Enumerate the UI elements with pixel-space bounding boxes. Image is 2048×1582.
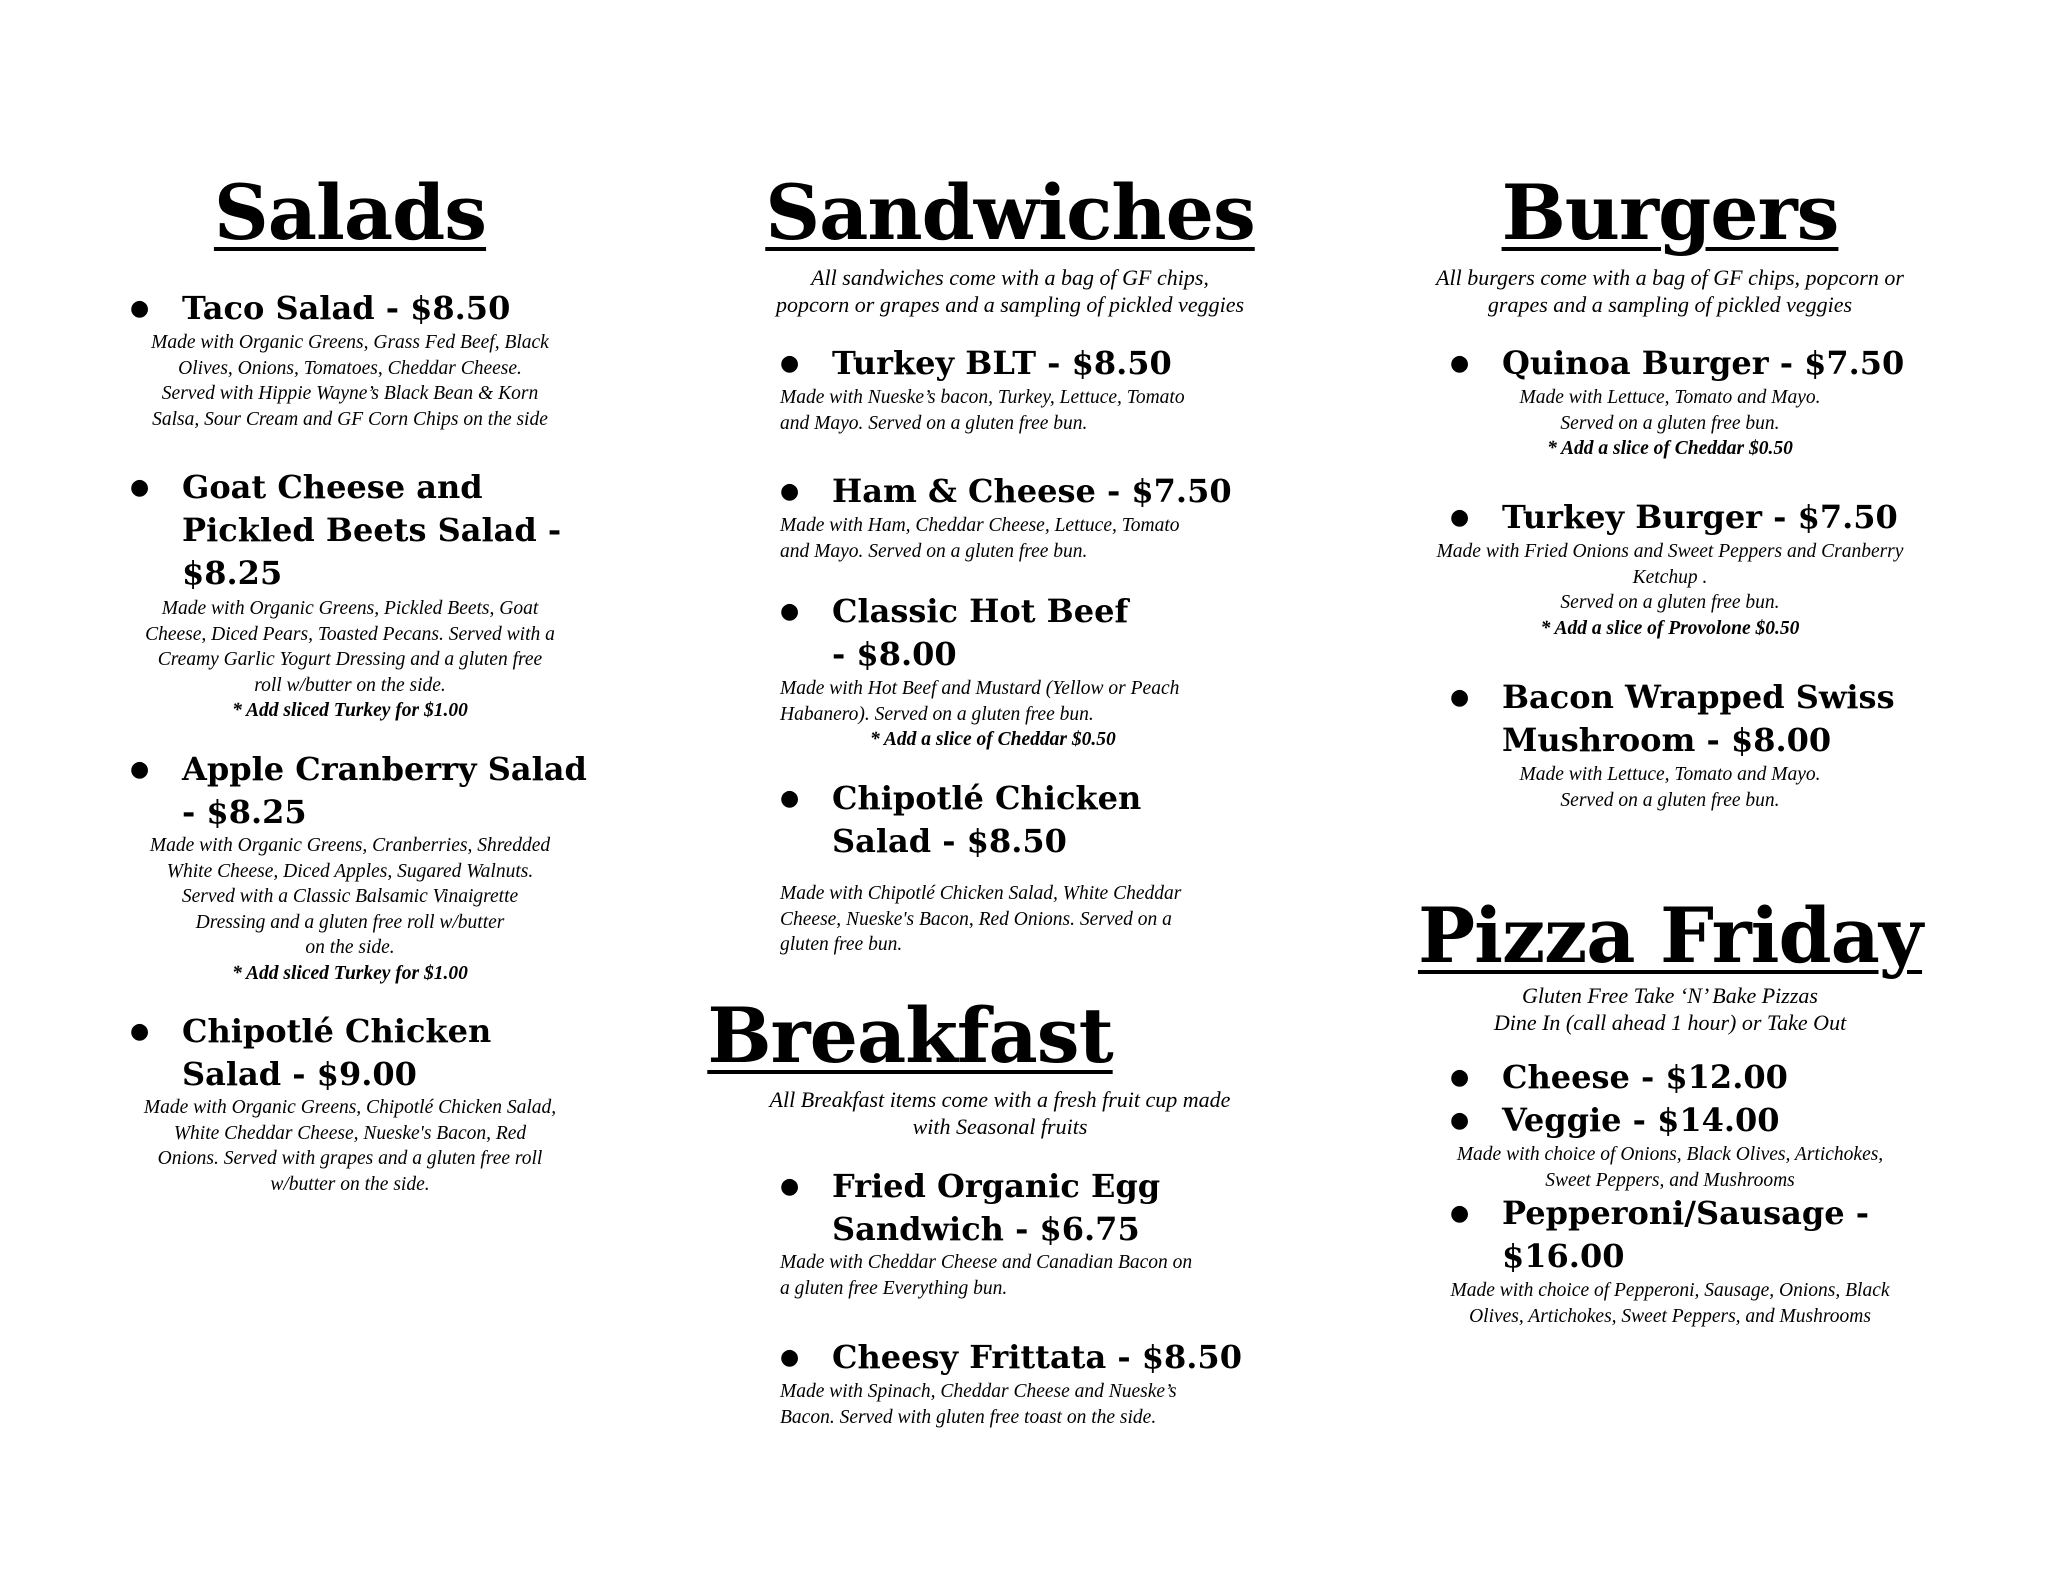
burgers-heading: Burgers <box>1501 168 1839 257</box>
menu-item <box>1440 496 1960 539</box>
item-description: Made with Hot Beef and Mustard (Yellow or Peach Habanero). Served on a gluten free bun. * Add a slice of Cheddar $0.50 <box>780 676 1320 753</box>
add-on-note: * Add a slice of Cheddar $0.50 <box>1547 438 1793 459</box>
item-description: Made with Lettuce, Tomato and Mayo. Served on a gluten free bun. * Add a slice of Cheddar $0.50 <box>1380 385 1960 462</box>
menu-item <box>120 1010 600 1096</box>
burgers-subtitle: All burgers come with a bag of GF chips, popcorn or grapes and a sampling of pickled veggies <box>1436 265 1904 317</box>
menu-item <box>770 1336 1310 1379</box>
menu-item <box>1440 1056 1960 1099</box>
item-title: ● Bacon Wrapped Swiss Mushroom - $8.00 <box>1440 676 1920 762</box>
item-title: ● Ham & Cheese - $7.50 <box>770 470 1310 513</box>
sandwiches-subtitle: All sandwiches come with a bag of GF chips, popcorn or grapes and a sampling of pickled veggies <box>775 265 1245 317</box>
item-description: Made with choice of Onions, Black Olives, Artichokes, Sweet Peppers, and Mushrooms <box>1456 1144 1884 1191</box>
pizza-heading: Pizza Friday <box>1417 891 1923 980</box>
add-on-note: * Add sliced Turkey for $1.00 <box>232 700 468 721</box>
menu-item <box>1440 342 1960 385</box>
pizza-subtitle: Gluten Free Take ‘N’ Bake Pizzas Dine In (call ahead 1 hour) or Take Out <box>1493 983 1847 1035</box>
item-title: ● Apple Cranberry Salad - $8.25 <box>120 748 600 834</box>
item-title: ● Turkey BLT - $8.50 <box>770 342 1310 385</box>
menu-item <box>120 748 600 834</box>
item-description: Made with Nueske’s bacon, Turkey, Lettuce, Tomato and Mayo. Served on a gluten free bun. <box>780 387 1185 434</box>
menu-item <box>120 287 600 330</box>
add-on-note: * Add sliced Turkey for $1.00 <box>232 962 468 984</box>
item-description: Made with Cheddar Cheese and Canadian Bacon on a gluten free Everything bun. <box>780 1252 1193 1299</box>
menu-item <box>770 1165 1190 1251</box>
add-on-note: * Add a slice of Cheddar $0.50 <box>870 729 1116 750</box>
item-description: Made with Chipotlé Chicken Salad, White Cheddar Cheese, Nueske's Bacon, Red Onions. Served on a gluten free bun. <box>780 883 1182 955</box>
item-title: ● Pepperoni/Sausage - $16.00 <box>1440 1192 1880 1278</box>
menu-item <box>770 590 1150 676</box>
item-title: ● Fried Organic Egg Sandwich - $6.75 <box>770 1165 1190 1251</box>
item-title: ● Cheese - $12.00 <box>1440 1056 1960 1099</box>
item-title: ● Chipotlé Chicken Salad - $8.50 <box>770 777 1150 863</box>
breakfast-subtitle: All Breakfast items come with a fresh fruit cup made with Seasonal fruits <box>769 1087 1231 1139</box>
item-description: Made with Spinach, Cheddar Cheese and Nueske’s Bacon. Served with gluten free toast on the side. <box>780 1381 1177 1428</box>
menu-item <box>770 777 1150 863</box>
item-description: Made with Organic Greens, Chipotlé Chicken Salad, White Cheddar Cheese, Nueske's Bacon, Red Onions. Served with grapes and a gluten free roll w/butter on the side. <box>143 1097 557 1195</box>
item-description: Made with Lettuce, Tomato and Mayo. Served on a gluten free bun. <box>1519 764 1821 811</box>
item-description: Made with Organic Greens, Pickled Beets, Goat Cheese, Diced Pears, Toasted Pecans. Served with a Creamy Garlic Yogurt Dressing and a gluten free roll w/butter on the side. * Add sliced Turkey for $1.00 <box>100 596 600 724</box>
salads-heading: Salads <box>213 168 487 257</box>
item-description: Made with Fried Onions and Sweet Peppers and Cranberry Ketchup . Served on a gluten free bun. * Add a slice of Provolone $0.50 <box>1380 539 1960 641</box>
item-title: ● Cheesy Frittata - $8.50 <box>770 1336 1310 1379</box>
item-description: Made with Organic Greens, Cranberries, Shredded White Cheese, Diced Apples, Sugared Walnuts. Served with a Classic Balsamic Vinaigrette Dressing and a gluten free roll w/butter on the side. * Add sliced Turkey for $1.00 <box>100 833 600 986</box>
sandwiches-heading: Sandwiches <box>765 168 1255 257</box>
menu-item <box>770 342 1310 385</box>
menu-item <box>1440 1192 1880 1278</box>
item-title: ● Goat Cheese and Pickled Beets Salad - $8.25 <box>120 466 600 595</box>
item-description: Made with Organic Greens, Grass Fed Beef, Black Olives, Onions, Tomatoes, Cheddar Cheese. Served with Hippie Wayne’s Black Bean & Korn Salsa, Sour Cream and GF Corn Chips on the side <box>151 332 549 430</box>
item-title: ● Quinoa Burger - $7.50 <box>1440 342 1960 385</box>
menu-item <box>1440 1099 1960 1142</box>
item-description: Made with choice of Pepperoni, Sausage, Onions, Black Olives, Artichokes, Sweet Peppers, and Mushrooms <box>1450 1280 1890 1327</box>
item-description: Made with Ham, Cheddar Cheese, Lettuce, Tomato and Mayo. Served on a gluten free bun. <box>780 515 1180 562</box>
add-on-note: * Add a slice of Provolone $0.50 <box>1540 617 1800 639</box>
item-title: ● Veggie - $14.00 <box>1440 1099 1960 1142</box>
menu-item <box>1440 676 1920 762</box>
item-title: ● Taco Salad - $8.50 <box>120 287 600 330</box>
menu-item <box>770 470 1310 513</box>
item-title: ● Chipotlé Chicken Salad - $9.00 <box>120 1010 600 1096</box>
item-title: ● Classic Hot Beef - $8.00 <box>770 590 1150 676</box>
breakfast-heading: Breakfast <box>707 991 1113 1080</box>
item-title: ● Turkey Burger - $7.50 <box>1440 496 1960 539</box>
menu-item <box>120 466 600 595</box>
